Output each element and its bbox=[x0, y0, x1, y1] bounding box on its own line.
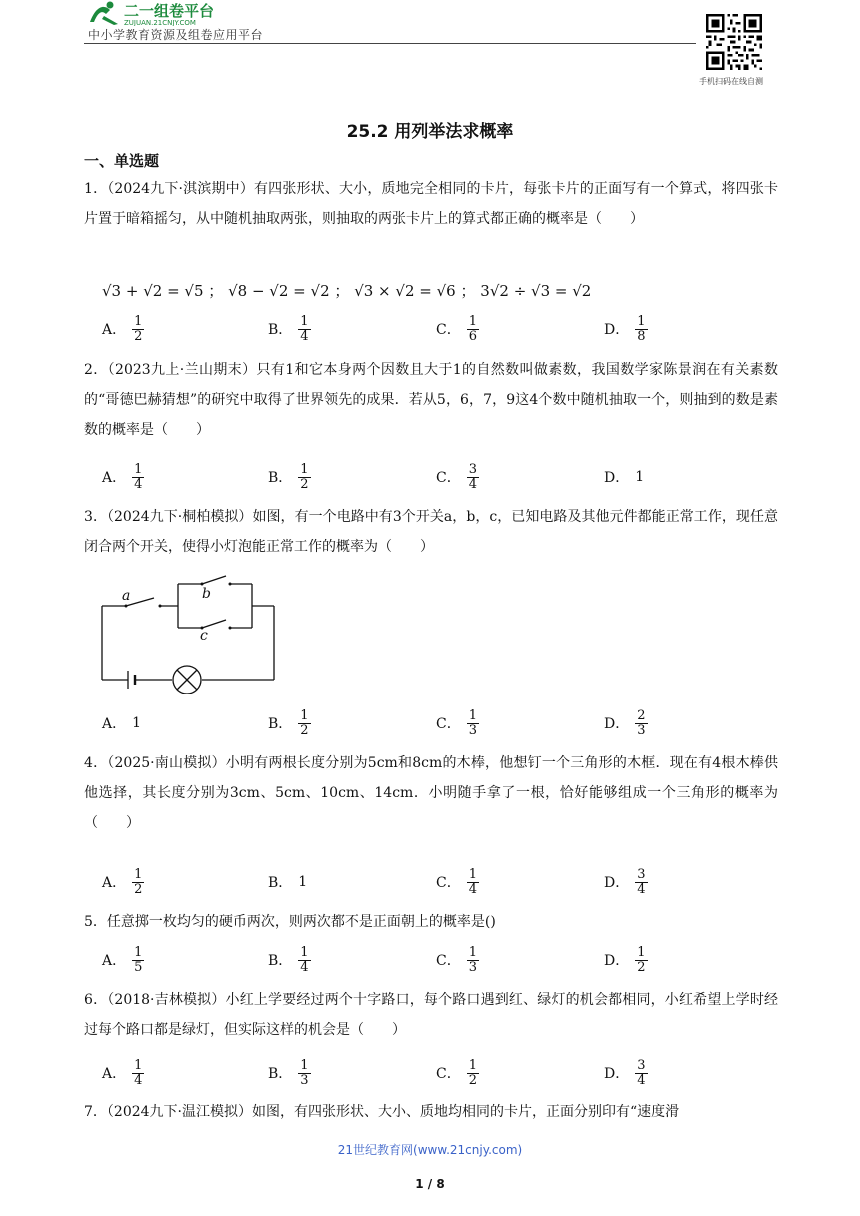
fraction: $\frac{1}{3}$ bbox=[468, 944, 477, 975]
fraction: $\frac{1}{2}$ bbox=[134, 866, 143, 897]
page-title: 25.2 用列举法求概率 bbox=[346, 122, 514, 142]
option-c[interactable]: C． $\frac{1}{6}$ bbox=[436, 313, 477, 344]
option-c[interactable]: C． $\frac{1}{4}$ bbox=[436, 866, 477, 897]
formula-item: √3 + √2 = √5 bbox=[102, 282, 204, 300]
fraction: $\frac{1}{2}$ bbox=[468, 1057, 477, 1088]
page-header bbox=[0, 0, 860, 100]
fraction: $\frac{1}{3}$ bbox=[300, 1057, 309, 1088]
fraction: $\frac{2}{3}$ bbox=[637, 707, 646, 738]
fraction: $\frac{1}{4}$ bbox=[300, 313, 309, 344]
question-1-options bbox=[102, 312, 702, 346]
option-d[interactable]: D． 1 bbox=[604, 469, 645, 486]
option-b[interactable]: B． $\frac{1}{2}$ bbox=[268, 461, 309, 492]
logo-text: 二一组卷平台 bbox=[124, 2, 215, 20]
lamp-icon bbox=[173, 666, 201, 694]
option-b[interactable]: B． $\frac{1}{4}$ bbox=[268, 944, 309, 975]
circuit-diagram bbox=[98, 574, 278, 694]
option-c[interactable]: C． $\frac{1}{3}$ bbox=[436, 707, 477, 738]
fraction: $\frac{1}{6}$ bbox=[468, 313, 477, 344]
formula-separator: ； bbox=[208, 282, 224, 300]
question-4-options bbox=[102, 865, 702, 899]
formula-separator: ； bbox=[334, 282, 350, 300]
switch-label-a: a bbox=[122, 588, 131, 604]
option-d[interactable]: D． $\frac{3}{4}$ bbox=[604, 1057, 646, 1088]
option-a[interactable]: A． $\frac{1}{2}$ bbox=[102, 313, 143, 344]
site-logo bbox=[84, 0, 284, 26]
question-3: 3．（2024九下·桐柏模拟）如图，有一个电路中有3个开关a，b，c，已知电路及其他元件都能正常工作，现任意闭合两个开关，使得小灯泡能正常工作的概率为（ ） bbox=[84, 509, 778, 555]
option-d[interactable]: D． $\frac{1}{2}$ bbox=[604, 944, 646, 975]
fraction: $\frac{1}{4}$ bbox=[134, 461, 143, 492]
question-1: 1．（2024九下·淇滨期中）有四张形状、大小，质地完全相同的卡片，每张卡片的正面写有一个算式，将四张卡片置于暗箱摇匀，从中随机抽取两张，则抽取的两张卡片上的算式都正确的概率是（ ） bbox=[84, 181, 778, 227]
switch-label-b: b bbox=[202, 586, 211, 602]
fraction: $\frac{1}{5}$ bbox=[134, 944, 143, 975]
fraction: $\frac{3}{4}$ bbox=[637, 1057, 646, 1088]
formula-item: 3√2 ÷ √3 = √2 bbox=[480, 282, 592, 300]
option-c[interactable]: C． $\frac{1}{3}$ bbox=[436, 944, 477, 975]
question-7: 7．（2024九下·温江模拟）如图，有四张形状、大小、质地均相同的卡片，正面分别印有“速度滑 bbox=[84, 1104, 680, 1120]
option-b[interactable]: B． $\frac{1}{2}$ bbox=[268, 707, 309, 738]
switch-b-lever bbox=[202, 576, 226, 584]
footer-link[interactable]: 21世纪教育网(www.21cnjy.com) bbox=[337, 1143, 523, 1157]
question-5-options bbox=[102, 943, 702, 977]
option-a[interactable]: A． $\frac{1}{4}$ bbox=[102, 1057, 143, 1088]
battery-icon bbox=[128, 671, 135, 689]
fraction: $\frac{3}{4}$ bbox=[468, 461, 477, 492]
fraction: $\frac{1}{8}$ bbox=[637, 313, 646, 344]
fraction: $\frac{1}{4}$ bbox=[300, 944, 309, 975]
logo-url: ZUJUAN.21CNJY.COM bbox=[124, 19, 196, 26]
formula-item: √3 × √2 = √6 bbox=[354, 282, 456, 300]
switch-c-lever bbox=[202, 620, 226, 628]
question-4: 4．（2025·南山模拟）小明有两根长度分别为5cm和8cm的木棒，他想钉一个三角形的木框．现在有4根木棒供他选择，其长度分别为3cm、5cm、10cm、14cm．小明随手拿了一根，恰好能够组成一个三角形的概率为（ ） bbox=[84, 755, 778, 831]
option-c[interactable]: C． $\frac{1}{2}$ bbox=[436, 1057, 477, 1088]
option-b[interactable]: B． $\frac{1}{4}$ bbox=[268, 313, 309, 344]
option-c[interactable]: C． $\frac{3}{4}$ bbox=[436, 461, 477, 492]
option-b[interactable]: B． $\frac{1}{3}$ bbox=[268, 1057, 309, 1088]
option-a[interactable]: A． 1 bbox=[102, 715, 142, 732]
question-6-options bbox=[102, 1056, 702, 1090]
header-divider bbox=[84, 43, 696, 44]
fraction: $\frac{1}{4}$ bbox=[134, 1057, 143, 1088]
option-d[interactable]: D． $\frac{3}{4}$ bbox=[604, 866, 646, 897]
fraction: $\frac{3}{4}$ bbox=[637, 866, 646, 897]
page-number: 1 / 8 bbox=[415, 1177, 445, 1191]
fraction: $\frac{1}{3}$ bbox=[468, 707, 477, 738]
option-d[interactable]: D． $\frac{1}{8}$ bbox=[604, 313, 646, 344]
fraction: $\frac{1}{2}$ bbox=[134, 313, 143, 344]
option-a[interactable]: A． $\frac{1}{5}$ bbox=[102, 944, 143, 975]
option-a[interactable]: A． $\frac{1}{4}$ bbox=[102, 461, 143, 492]
fraction: $\frac{1}{2}$ bbox=[300, 461, 309, 492]
qr-code-icon bbox=[706, 14, 762, 70]
fraction: $\frac{1}{4}$ bbox=[468, 866, 477, 897]
fraction: $\frac{1}{2}$ bbox=[300, 707, 309, 738]
section-heading: 一、单选题 bbox=[84, 152, 160, 170]
qr-caption: 手机扫码在线自测 bbox=[699, 77, 763, 86]
question-1-formula bbox=[102, 280, 591, 301]
header-subtitle: 中小学教育资源及组卷应用平台 bbox=[88, 28, 264, 42]
switch-label-c: c bbox=[200, 628, 208, 644]
option-b[interactable]: B． 1 bbox=[268, 874, 308, 891]
option-a[interactable]: A． $\frac{1}{2}$ bbox=[102, 866, 143, 897]
question-5: 5．任意掷一枚均匀的硬币两次，则两次都不是正面朝上的概率是() bbox=[84, 914, 496, 930]
question-6: 6．（2018·吉林模拟）小红上学要经过两个十字路口，每个路口遇到红、绿灯的机会都相同，小红希望上学时经过每个路口都是绿灯，但实际这样的机会是（ ） bbox=[84, 992, 778, 1038]
question-2: 2．（2023九上·兰山期末）只有1和它本身两个因数且大于1的自然数叫做素数，我国数学家陈景润在有关素数的“哥德巴赫猜想”的研究中取得了世界领先的成果．若从5，6，7，9这4个数中随机抽取一个，则抽到的数是素数的概率是（ ） bbox=[84, 362, 778, 438]
question-2-options bbox=[102, 460, 702, 494]
formula-separator: ； bbox=[460, 282, 476, 300]
option-d[interactable]: D． $\frac{2}{3}$ bbox=[604, 707, 646, 738]
formula-item: √8 − √2 = √2 bbox=[228, 282, 330, 300]
fraction: $\frac{1}{2}$ bbox=[637, 944, 646, 975]
question-3-options bbox=[102, 706, 702, 740]
